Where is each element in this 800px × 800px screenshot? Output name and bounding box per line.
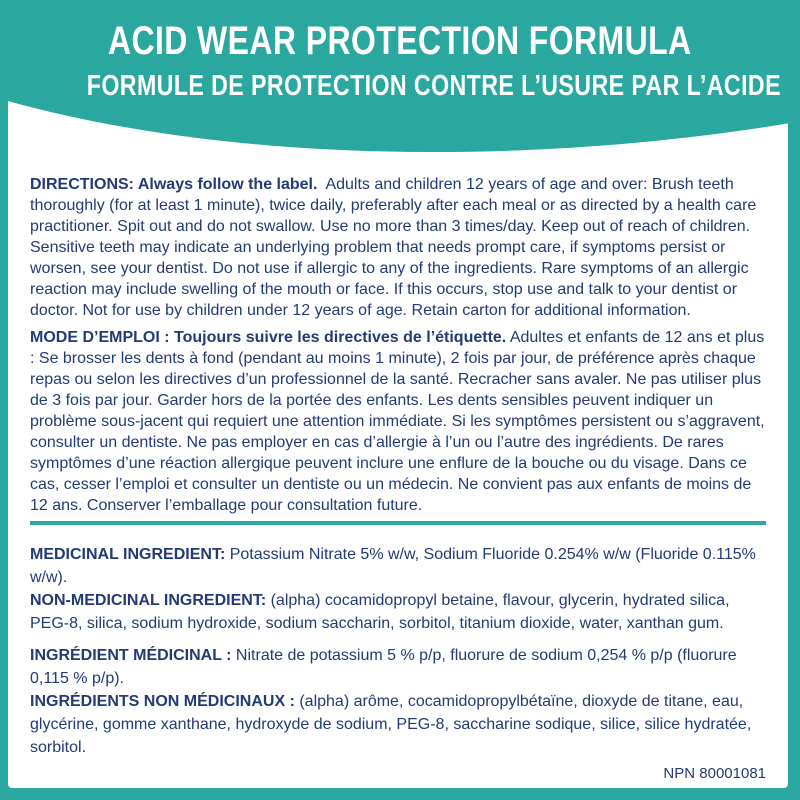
header-title-en-text: ACID WEAR PROTECTION FORMULA [108, 19, 692, 63]
non-medicinal-ingredient-en-heading: NON-MEDICINAL INGREDIENT: [30, 592, 267, 609]
header-band [0, 0, 800, 101]
non-medicinal-ingredient-en [30, 589, 766, 635]
non-medicinal-ingredient-fr-text: (alpha) arôme, cocamidopropylbétaïne, dioxyde de titane, eau, glycérine, gomme xanthane, hydroxyde de sodium, PEG-8, saccharine sodique, silice, silice hydratée, sorbitol. [30, 693, 752, 756]
directions-fr-heading: MODE D’EMPLOI : Toujours suivre les directives de l’étiquette. [30, 329, 507, 346]
non-medicinal-ingredient-fr [30, 690, 766, 759]
non-medicinal-ingredient-en-text: (alpha) cocamidopropyl betaine, flavour, glycerin, hydrated silica, PEG-8, silica, sodium hydroxide, sodium saccharin, sorbitol, titanium dioxide, water, xanthan gum. [30, 592, 730, 632]
medicinal-ingredient-fr-heading: INGRÉDIENT MÉDICINAL : [30, 647, 232, 664]
header-title-en [0, 21, 800, 61]
medicinal-ingredient-en-heading: MEDICINAL INGREDIENT: [30, 546, 226, 563]
directions-en-text: Adults and children 12 years of age and over: Brush teeth thoroughly (for at least 1 minute), twice daily, preferably after each meal or as directed by a health care practitioner. Spit out and do not swallow. Use no more than 3 times/day. Keep out of reach of children. Sensitive teeth may indicate an underlying problem that needs prompt care, if symptoms persist or worsen, see your dentist. Do not use if allergic to any of the ingredients. Rare symptoms of an allergic reaction may include swelling of the mouth or face. If this occurs, stop use and talk to your dentist or doctor. Not for use by children under 12 years of age. Retain carton for additional information. [30, 176, 757, 319]
header-title-fr [0, 72, 800, 101]
medicinal-ingredient-fr-text: Nitrate de potassium 5 % p/p, fluorure de sodium 0,254 % p/p (fluorure 0,115 % p/p). [30, 647, 737, 687]
directions-en-paragraph [30, 174, 766, 321]
section-divider [30, 521, 766, 525]
directions-fr-text: Adultes et enfants de 12 ans et plus : Se brosser les dents à fond (pendant au moins 1 minute), 2 fois par jour, de préférence après chaque repas ou selon les directives d’un professionnel de la santé. Recracher sans avaler. Ne pas utiliser plus de 3 fois par jour. Garder hors de la portée des enfants. Les dents sensibles peuvent indiquer un problème sous-jacent qui requiert une attention immédiate. Si les symptômes persistent ou s’aggravent, consulter un dentiste. Ne pas employer en cas d’allergie à l’un ou l’autre des ingrédients. De rares symptômes d’une réaction allergique peuvent inclure une enflure de la bouche ou du visage. Dans ce cas, cesser l’emploi et consulter un dentiste ou un médecin. Ne convient pas aux enfants de moins de 12 ans. Conserver l’emballage pour consultation future. [30, 329, 765, 514]
medicinal-ingredient-en [30, 543, 766, 589]
directions-en-heading: DIRECTIONS: Always follow the label. [30, 176, 318, 193]
non-medicinal-ingredient-fr-heading: INGRÉDIENTS NON MÉDICINAUX : [30, 693, 295, 710]
directions-fr-paragraph [30, 327, 766, 516]
npn-number: NPN 80001081 [663, 765, 766, 782]
header-title-fr-text: FORMULE DE PROTECTION CONTRE L’USURE PAR L’ACIDE [86, 70, 781, 102]
medicinal-ingredient-en-text: Potassium Nitrate 5% w/w, Sodium Fluoride 0.254% w/w (Fluoride 0.115% w/w). [30, 546, 756, 586]
medicinal-ingredient-fr [30, 644, 766, 690]
label-content [8, 98, 788, 759]
label-panel [8, 98, 788, 788]
